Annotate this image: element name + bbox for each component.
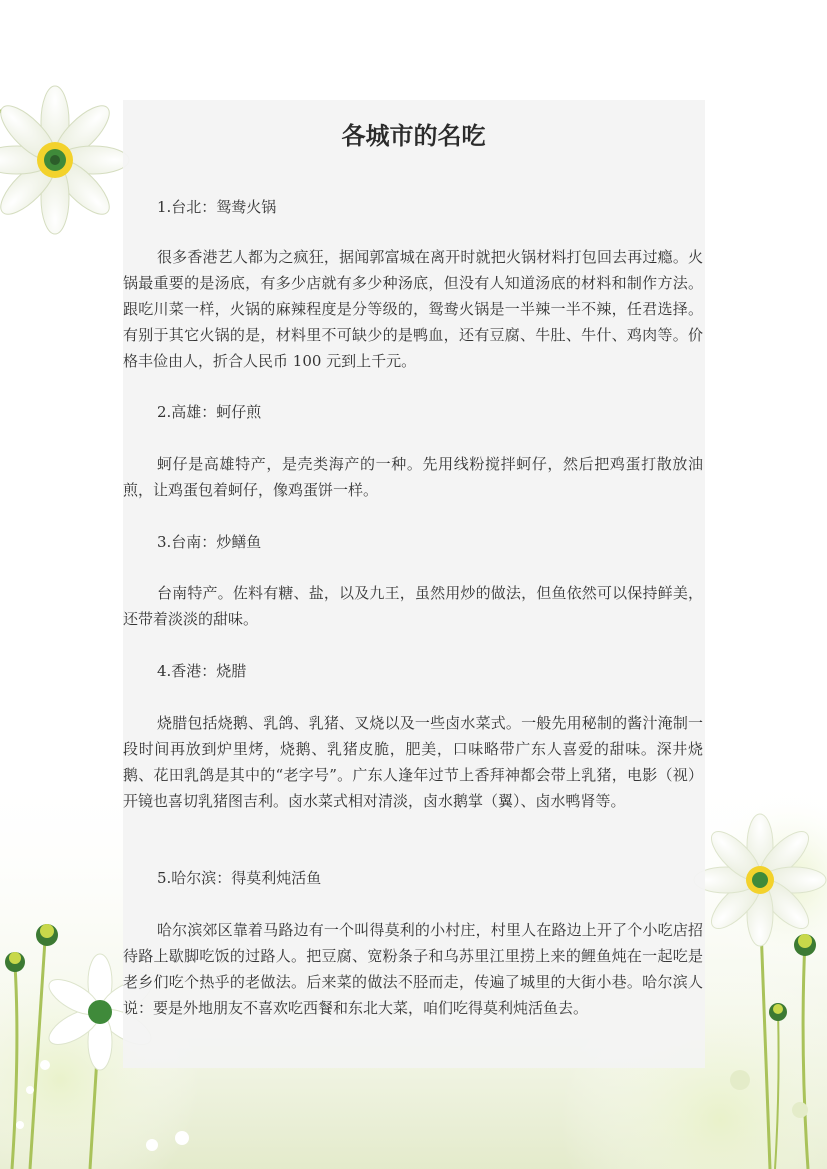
section-2-heading: 2.高雄：蚵仔煎 bbox=[157, 403, 262, 421]
section-3-heading: 3.台南：炒鳝鱼 bbox=[157, 533, 262, 551]
section-2-body: 蚵仔是高雄特产，是壳类海产的一种。先用线粉搅拌蚵仔，然后把鸡蛋打散放油煎，让鸡蛋包着蚵仔，像鸡蛋饼一样。 bbox=[123, 455, 703, 499]
section-5-heading: 5.哈尔滨：得莫利炖活鱼 bbox=[157, 869, 322, 887]
section-4-body: 烧腊包括烧鹅、乳鸽、乳猪、叉烧以及一些卤水菜式。一般先用秘制的酱汁淹制一段时间再放到炉里烤，烧鹅、乳猪皮脆，肥美，口味略带广东人喜爱的甜味。深井烧鹅、花田乳鸽是其中的“老字号”。广东人逢年过节上香拜神都会带上乳猪，电影（视）开镜也喜切乳猪图吉利。卤水菜式相对清淡，卤水鹅掌（翼）、卤水鸭肾等。 bbox=[123, 714, 703, 810]
section-3-body: 台南特产。佐料有糖、盐，以及九王，虽然用炒的做法，但鱼依然可以保持鲜美，还带着淡淡的甜味。 bbox=[123, 584, 703, 628]
section-1-body: 很多香港艺人都为之疯狂，据闻郭富城在离开时就把火锅材料打包回去再过瘾。火锅最重要的是汤底，有多少店就有多少种汤底，但没有人知道汤底的材料和制作方法。跟吃川菜一样，火锅的麻辣程度是分等级的，鸳鸯火锅是一半辣一半不辣，任君选择。有别于其它火锅的是，材料里不可缺少的是鸭血，还有豆腐、牛肚、牛什、鸡肉等。价格丰俭由人，折合人民币 100 元到上千元。 bbox=[123, 248, 703, 370]
top-left-flower-decoration bbox=[0, 86, 129, 234]
section-1-heading: 1.台北：鸳鸯火锅 bbox=[157, 198, 277, 216]
section-4-heading: 4.香港：烧腊 bbox=[157, 662, 247, 680]
page-title: 各城市的名吃 bbox=[341, 122, 486, 150]
section-5-body: 哈尔滨郊区靠着马路边有一个叫得莫利的小村庄，村里人在路边上开了个小吃店招待路上歇脚吃饭的过路人。把豆腐、宽粉条子和乌苏里江里捞上来的鲤鱼炖在一起吃是老乡们吃个热乎的老做法。后来菜的做法不胫而走，传遍了城里的大街小巷。哈尔滨人说：要是外地朋友不喜欢吃西餐和东北大菜，咱们吃得莫利炖活鱼去。 bbox=[123, 921, 703, 1017]
